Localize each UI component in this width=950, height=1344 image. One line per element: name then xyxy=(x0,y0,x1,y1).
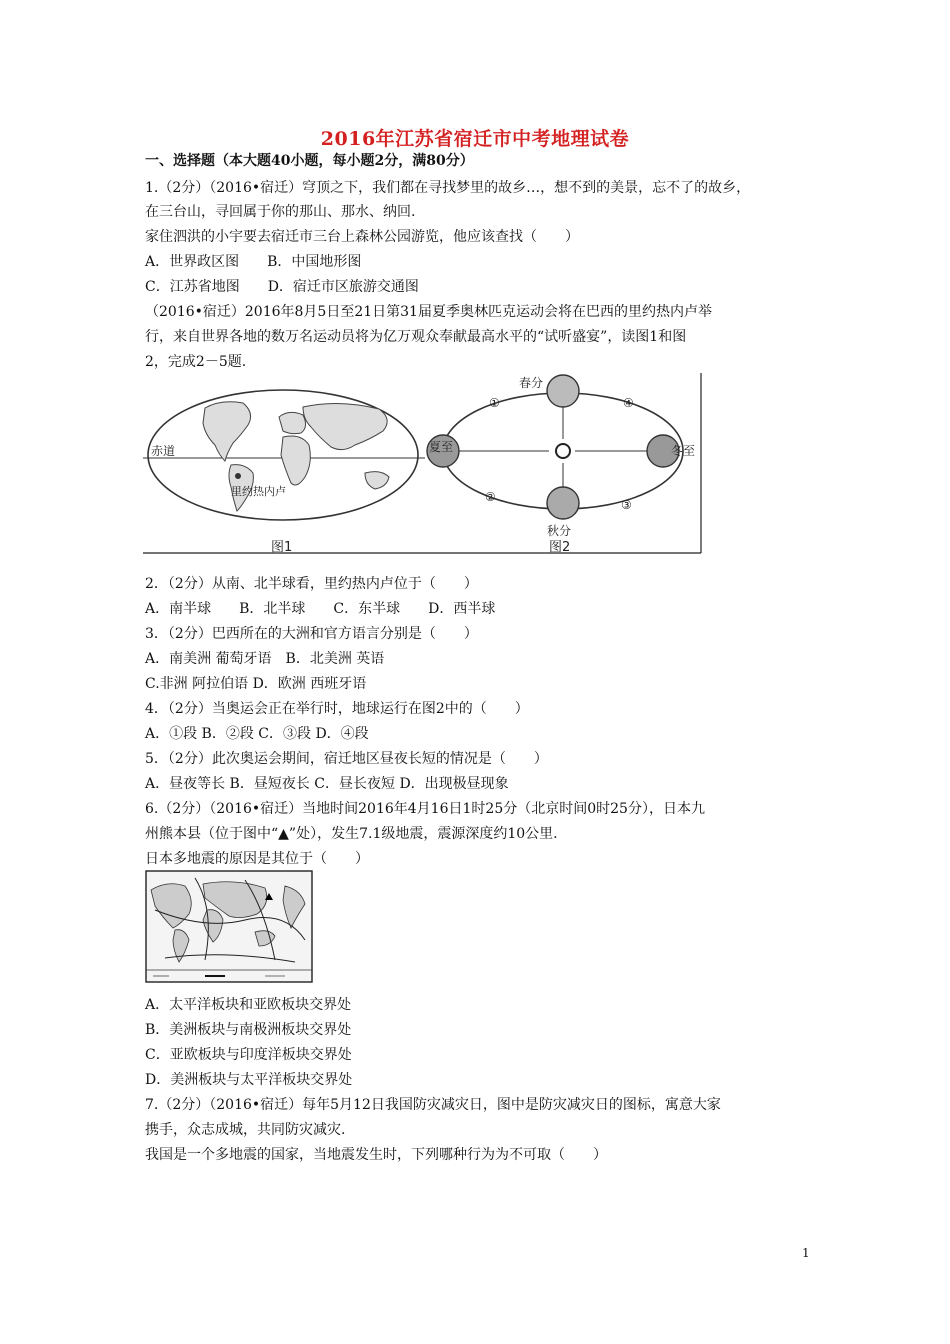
winter-label: 冬至 xyxy=(671,444,696,458)
page-title: 2016年江苏省宿迁市中考地理试卷 xyxy=(320,128,630,150)
q7-line2: 携手，众志成城，共同防灾减灾. xyxy=(145,1122,346,1138)
fig2-caption: 图2 xyxy=(549,540,571,555)
world-map xyxy=(143,390,425,555)
q6-line1: 6.（2分）（2016•宿迁）当地时间2016年4月16日1时25分（北京时间0时25分），日本九 xyxy=(145,801,705,817)
segment-4-label: ④ xyxy=(623,396,634,410)
figure-1-2 xyxy=(143,373,703,555)
q3-stem: 3．（2分）巴西所在的大洲和官方语言分别是（ ） xyxy=(145,626,478,642)
q1-options-ab: A．世界政区图 B．中国地形图 xyxy=(145,254,362,270)
q1-line2: 在三台山，寻回属于你的那山、那水、纳回. xyxy=(145,204,416,220)
q6-option-c: C．亚欧板块与印度洋板块交界处 xyxy=(145,1047,352,1063)
earth-autumn-icon xyxy=(547,487,579,519)
q5-stem: 5．（2分）此次奥运会期间，宿迁地区昼夜长短的情况是（ ） xyxy=(145,751,548,767)
q6-option-b: B．美洲板块与南极洲板块交界处 xyxy=(145,1022,352,1038)
plate-boundary-map xyxy=(145,870,313,983)
earth-orbit-diagram xyxy=(427,375,695,555)
q6-option-a: A．太平洋板块和亚欧板块交界处 xyxy=(145,997,352,1013)
fig1-caption: 图1 xyxy=(271,540,293,555)
q2-stem: 2．（2分）从南、北半球看，里约热内卢位于（ ） xyxy=(145,576,478,592)
q6-option-d: D．美洲板块与太平洋板块交界处 xyxy=(145,1072,353,1088)
q7-line1: 7.（2分）（2016•宿迁）每年5月12日我国防灾减灾日，图中是防灾减灾日的图标，寓意大家 xyxy=(145,1097,721,1113)
segment-3-label: ③ xyxy=(621,498,632,512)
rio-label: 里约热内卢 xyxy=(231,485,286,498)
intro2-line1: （2016•宿迁）2016年8月5日至21日第31届夏季奥林匹克运动会将在巴西的里约热内卢举 xyxy=(145,304,712,320)
spring-label: 春分 xyxy=(519,376,544,390)
q2-options: A．南半球 B．北半球 C．东半球 D．西半球 xyxy=(145,601,496,617)
q1-options-cd: C．江苏省地图 D．宿迁市区旅游交通图 xyxy=(145,279,419,295)
page-number: 1 xyxy=(802,1246,810,1260)
intro2-line2: 行，来自世界各地的数万名运动员将为亿万观众奉献最高水平的“试听盛宴”，读图1和图 xyxy=(145,329,687,345)
q3-options-cd: C.非洲 阿拉伯语 D．欧洲 西班牙语 xyxy=(145,676,367,692)
autumn-label: 秋分 xyxy=(547,524,572,538)
q1-line3: 家住泗洪的小宇要去宿迁市三台上森林公园游览，他应该查找（ ） xyxy=(145,229,579,245)
intro2-line3: 2，完成2－5题. xyxy=(145,354,247,370)
summer-label: 夏至 xyxy=(429,440,454,454)
q7-line3: 我国是一个多地震的国家，当地震发生时，下列哪种行为为不可取（ ） xyxy=(145,1147,607,1163)
segment-1-label: ① xyxy=(489,396,500,410)
q4-options: A．①段 B．②段 C．③段 D．④段 xyxy=(145,726,369,742)
segment-2-label: ② xyxy=(485,490,496,504)
equator-label: 赤道 xyxy=(151,444,176,458)
q4-stem: 4．（2分）当奥运会正在举行时，地球运行在图2中的（ ） xyxy=(145,701,529,717)
q3-options-ab: A．南美洲 葡萄牙语 B．北美洲 英语 xyxy=(145,651,385,667)
section-heading: 一、选择题（本大题40小题，每小题2分，满80分） xyxy=(145,153,474,169)
q1-line1: 1.（2分）（2016•宿迁）穹顶之下，我们都在寻找梦里的故乡…，想不到的美景，忘不了的故乡， xyxy=(145,180,751,196)
q5-options: A．昼夜等长 B．昼短夜长 C．昼长夜短 D．出现极昼现象 xyxy=(145,776,509,792)
q6-line2: 州熊本县（位于图中“▲”处），发生7.1级地震，震源深度约10公里. xyxy=(145,826,558,842)
rio-location-marker xyxy=(235,473,241,479)
earth-spring-icon xyxy=(547,375,579,407)
q6-line3: 日本多地震的原因是其位于（ ） xyxy=(145,851,369,867)
sun-icon xyxy=(556,444,570,458)
